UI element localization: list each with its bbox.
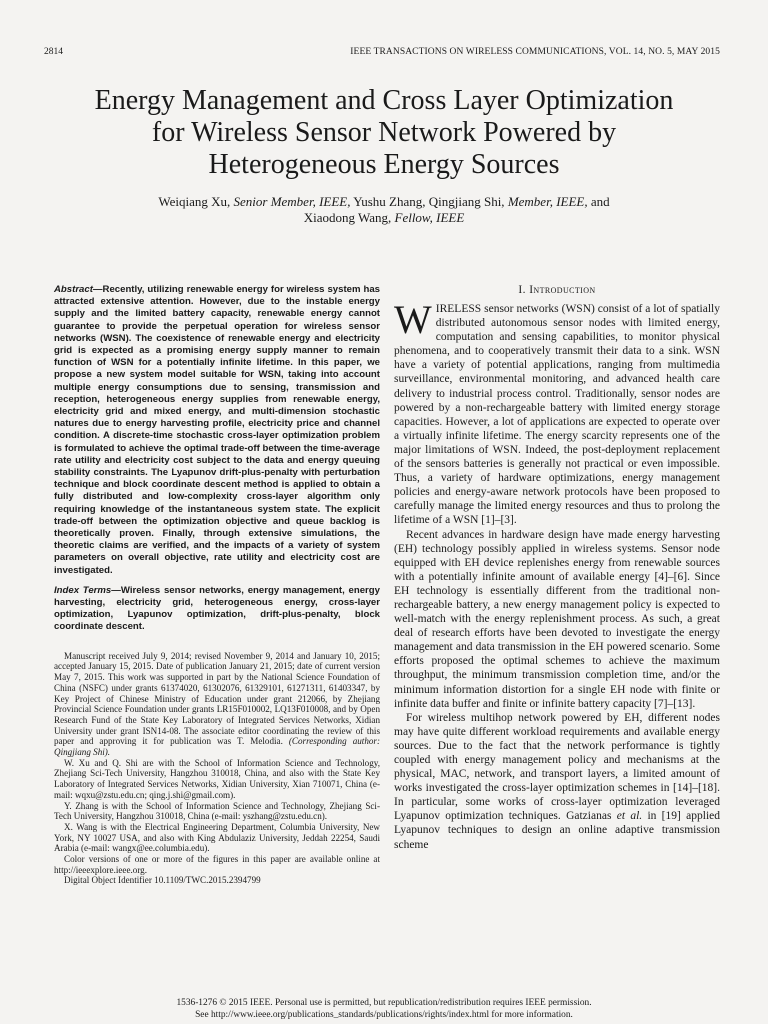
running-head: IEEE TRANSACTIONS ON WIRELESS COMMUNICATIONS, VOL. 14, NO. 5, MAY 2015 bbox=[350, 47, 720, 57]
section-number: I. bbox=[518, 284, 526, 296]
author-wang: Xiaodong Wang, bbox=[303, 210, 392, 225]
left-column bbox=[54, 284, 380, 886]
footnote-corresponding: (Corresponding author: Qingjiang Shi). bbox=[54, 736, 380, 758]
footnote-zhang: Y. Zhang is with the School of Information Science and Technology, Zhejiang Sci-Tech University, Hangzhou 310018, China (e-mail: yszhang@zstu.edu.cn). bbox=[54, 800, 380, 822]
section-heading-introduction bbox=[394, 284, 720, 296]
author-wang-role: Fellow, IEEE bbox=[394, 210, 465, 225]
author-shi-role: Member, IEEE, bbox=[507, 194, 588, 209]
intro-paragraph-2: Recent advances in hardware design have made energy harvesting (EH) technology possibly applied in wireless systems. Sensor node equipped with EH device replenishes energy from renewable sources with a potentially infinite amount of available energy [4]–[6]. Since EH technology is essentially different from the traditional non-rechargeable battery, a new energy management policy is expected to well-match with the energy replenishment process. As such, a great deal of research efforts have been devoted to investigate the energy management and data transmission in the EH powered scenario. Some efforts proposed the optimal schemes to achieve the maximum throughput, the minimum transmission completion time, and/or the minimum information distortion for a single EH node with finite or infinite data buffer and finite or infinite battery capacity [7]–[13]. bbox=[394, 528, 720, 710]
copyright-line-1: 1536-1276 © 2015 IEEE. Personal use is permitted, but republication/redistribution requires IEEE permission. bbox=[176, 998, 592, 1008]
intro-p1-text: sensor networks (WSN) consist of a lot of spatially distributed autonomous sensor nodes with limited energy, computation and sensing capabilities, to monitor physical phenomena, and to cooperatively transmit their data to a sink. WSN have a variety of potential applications, ranging from multimedia surveillance, environmental monitoring, and advanced health care delivery to industrial process control. Traditionally, sensor nodes are powered by a non-rechargeable battery with limited energy storage capacities. However, a lot of applications are expected to operate over a virtually infinite lifetime. The energy scarcity represents one of the major limitations of WSN. Indeed, the post-deployment replacement of the sensors batteries is generally not practical or even impossible. Thus, a variety of hardware optimizations, energy management policies and energy-aware network protocols have been proposed to carefully manage the limited energy resources and thus to prolong the lifetime of a WSN [1]–[3]. bbox=[394, 303, 720, 527]
footnote-wang: X. Wang is with the Electrical Engineering Department, Columbia University, New York, NY 10027 USA, and also with King Abdulaziz University, Jeddah 22254, Saudi Arabia (e-mail: wangx@ee.columbia.edu). bbox=[54, 821, 380, 854]
title-line-1: Energy Management and Cross Layer Optimization bbox=[94, 85, 674, 116]
author-list bbox=[60, 194, 708, 226]
author-xu-role: Senior Member, IEEE, bbox=[233, 194, 351, 209]
footnote-xu-shi: W. Xu and Q. Shi are with the School of Information Science and Technology, Zhejiang Sci-Tech University, Hangzhou 310018, China, and also with the State Key Laboratory of Integrated Services Networks, Xidian University, Xian 710071, China (e-mail: wqxu@zstu.edu.cn; qing.j.shi@gmail.com). bbox=[54, 757, 380, 800]
author-and: and bbox=[590, 194, 610, 209]
abstract-lead: Abstract bbox=[54, 284, 93, 295]
abstract-text: —Recently, utilizing renewable energy for wireless system has attracted extensive attention. However, due to the instable energy supply and the limited battery capacity, renewable energy cannot guarantee to provide the perpetual operation for wireless sensor networks (WSN). The coexistence of renewable energy and electricity grid is expected as a promising energy supply manner to remain function of WSN for a potentially infinite lifetime. In this paper, we propose a new system model suitable for WSN, taking into account multiple energy consumptions due to sensing, transmission and reception, heterogeneous energy supplies from renewable energy, electricity grid and mixed energy, and multi-dimension stochastic natures due to energy harvesting profile, electricity price and channel condition. A discrete-time stochastic cross-layer optimization problem is formulated to achieve the optimal trade-off between the time-average rate utility and electricity cost subject to the data and energy queuing stability constraints. The Lyapunov drift-plus-penalty with perturbation technique and block coordinate descent method is applied to obtain a fully distributed and low-complexity cross-layer algorithm only requiring knowledge of the instantaneous system state. The explicit trade-off between the optimization objective and queue backlog is theoretically proven. Finally, through extensive simulations, the theoretic claims are verified, and the impacts of a variety of system parameters on overall objective, rate utility and electricity cost are investigated. bbox=[54, 284, 380, 576]
abstract bbox=[54, 284, 380, 577]
title-line-3: Heterogeneous Energy Sources bbox=[208, 149, 560, 180]
author-zhang-shi: Yushu Zhang, Qingjiang Shi, bbox=[353, 194, 505, 209]
page-number: 2814 bbox=[44, 47, 63, 57]
footnote-manuscript bbox=[54, 651, 380, 758]
intro-p3-etal: et al. bbox=[616, 810, 643, 823]
copyright-line-2: See http://www.ieee.org/publications_standards/publications/rights/index.html for more information. bbox=[195, 1009, 573, 1020]
index-terms-text: —Wireless sensor networks, energy management, energy harvesting, electricity grid, heterogeneous energy, cross-layer optimization, Lyapunov optimization, drift-plus-penalty, block coordinate descent. bbox=[54, 584, 380, 633]
lead-caps: IRELESS bbox=[435, 303, 482, 315]
author-xu: Weiqiang Xu, bbox=[158, 194, 231, 209]
footnote-doi: Digital Object Identifier 10.1109/TWC.2015.2394799 bbox=[64, 875, 261, 886]
right-column bbox=[394, 284, 720, 852]
intro-p3-text-b: in [19] applied Lyapunov techniques to design an online adaptive transmission scheme bbox=[394, 810, 720, 851]
footnote-manuscript-text: Manuscript received July 9, 2014; revised November 9, 2014 and January 10, 2015; accepted January 15, 2015. Date of publication January 21, 2015; date of current version May 7, 2015. This work was supported in part by the National Science Foundation of China (NSFC) under grants 61374020, 61302076, 61329101, 61271311, 61403347, by Key Project of Chinese Ministry of Education under grant 212066, by Zhejiang Provincial Science Foundation under grants LR15F010002, LQ13F010008, and by Open Research Fund of the State Key Laboratory of Integrated Services Networks, Xidian University under grant ISN14-08. The associate editor coordinating the review of this paper and approving it for publication was T. Melodia. bbox=[54, 650, 380, 747]
title-line-2: for Wireless Sensor Network Powered by bbox=[151, 117, 617, 148]
footnotes bbox=[54, 651, 380, 886]
index-terms-lead: Index Terms bbox=[54, 584, 112, 596]
footnote-color: Color versions of one or more of the figures in this paper are available online at http://ieeexplore.ieee.org. bbox=[54, 854, 380, 875]
intro-paragraph-1 bbox=[394, 297, 720, 528]
index-terms bbox=[54, 585, 380, 634]
paper-title bbox=[40, 85, 728, 181]
intro-paragraph-3 bbox=[394, 711, 720, 852]
copyright-notice bbox=[40, 998, 728, 1021]
intro-p3-text-a: For wireless multihop network powered by EH, different nodes may have quite different workload requirements and available energy sources. Due to the fact that the network performance is tightly coupled with energy management policy and mechanisms at the physical, MAC, network, and transport layers, a limited amount of works investigated the cross-layer optimization schemes in [14]–[18]. In particular, some works of cross-layer optimization leveraged Lyapunov optimization techniques. Gatzianas bbox=[394, 711, 720, 823]
drop-cap: W bbox=[394, 297, 432, 342]
section-title: Introduction bbox=[529, 284, 596, 296]
